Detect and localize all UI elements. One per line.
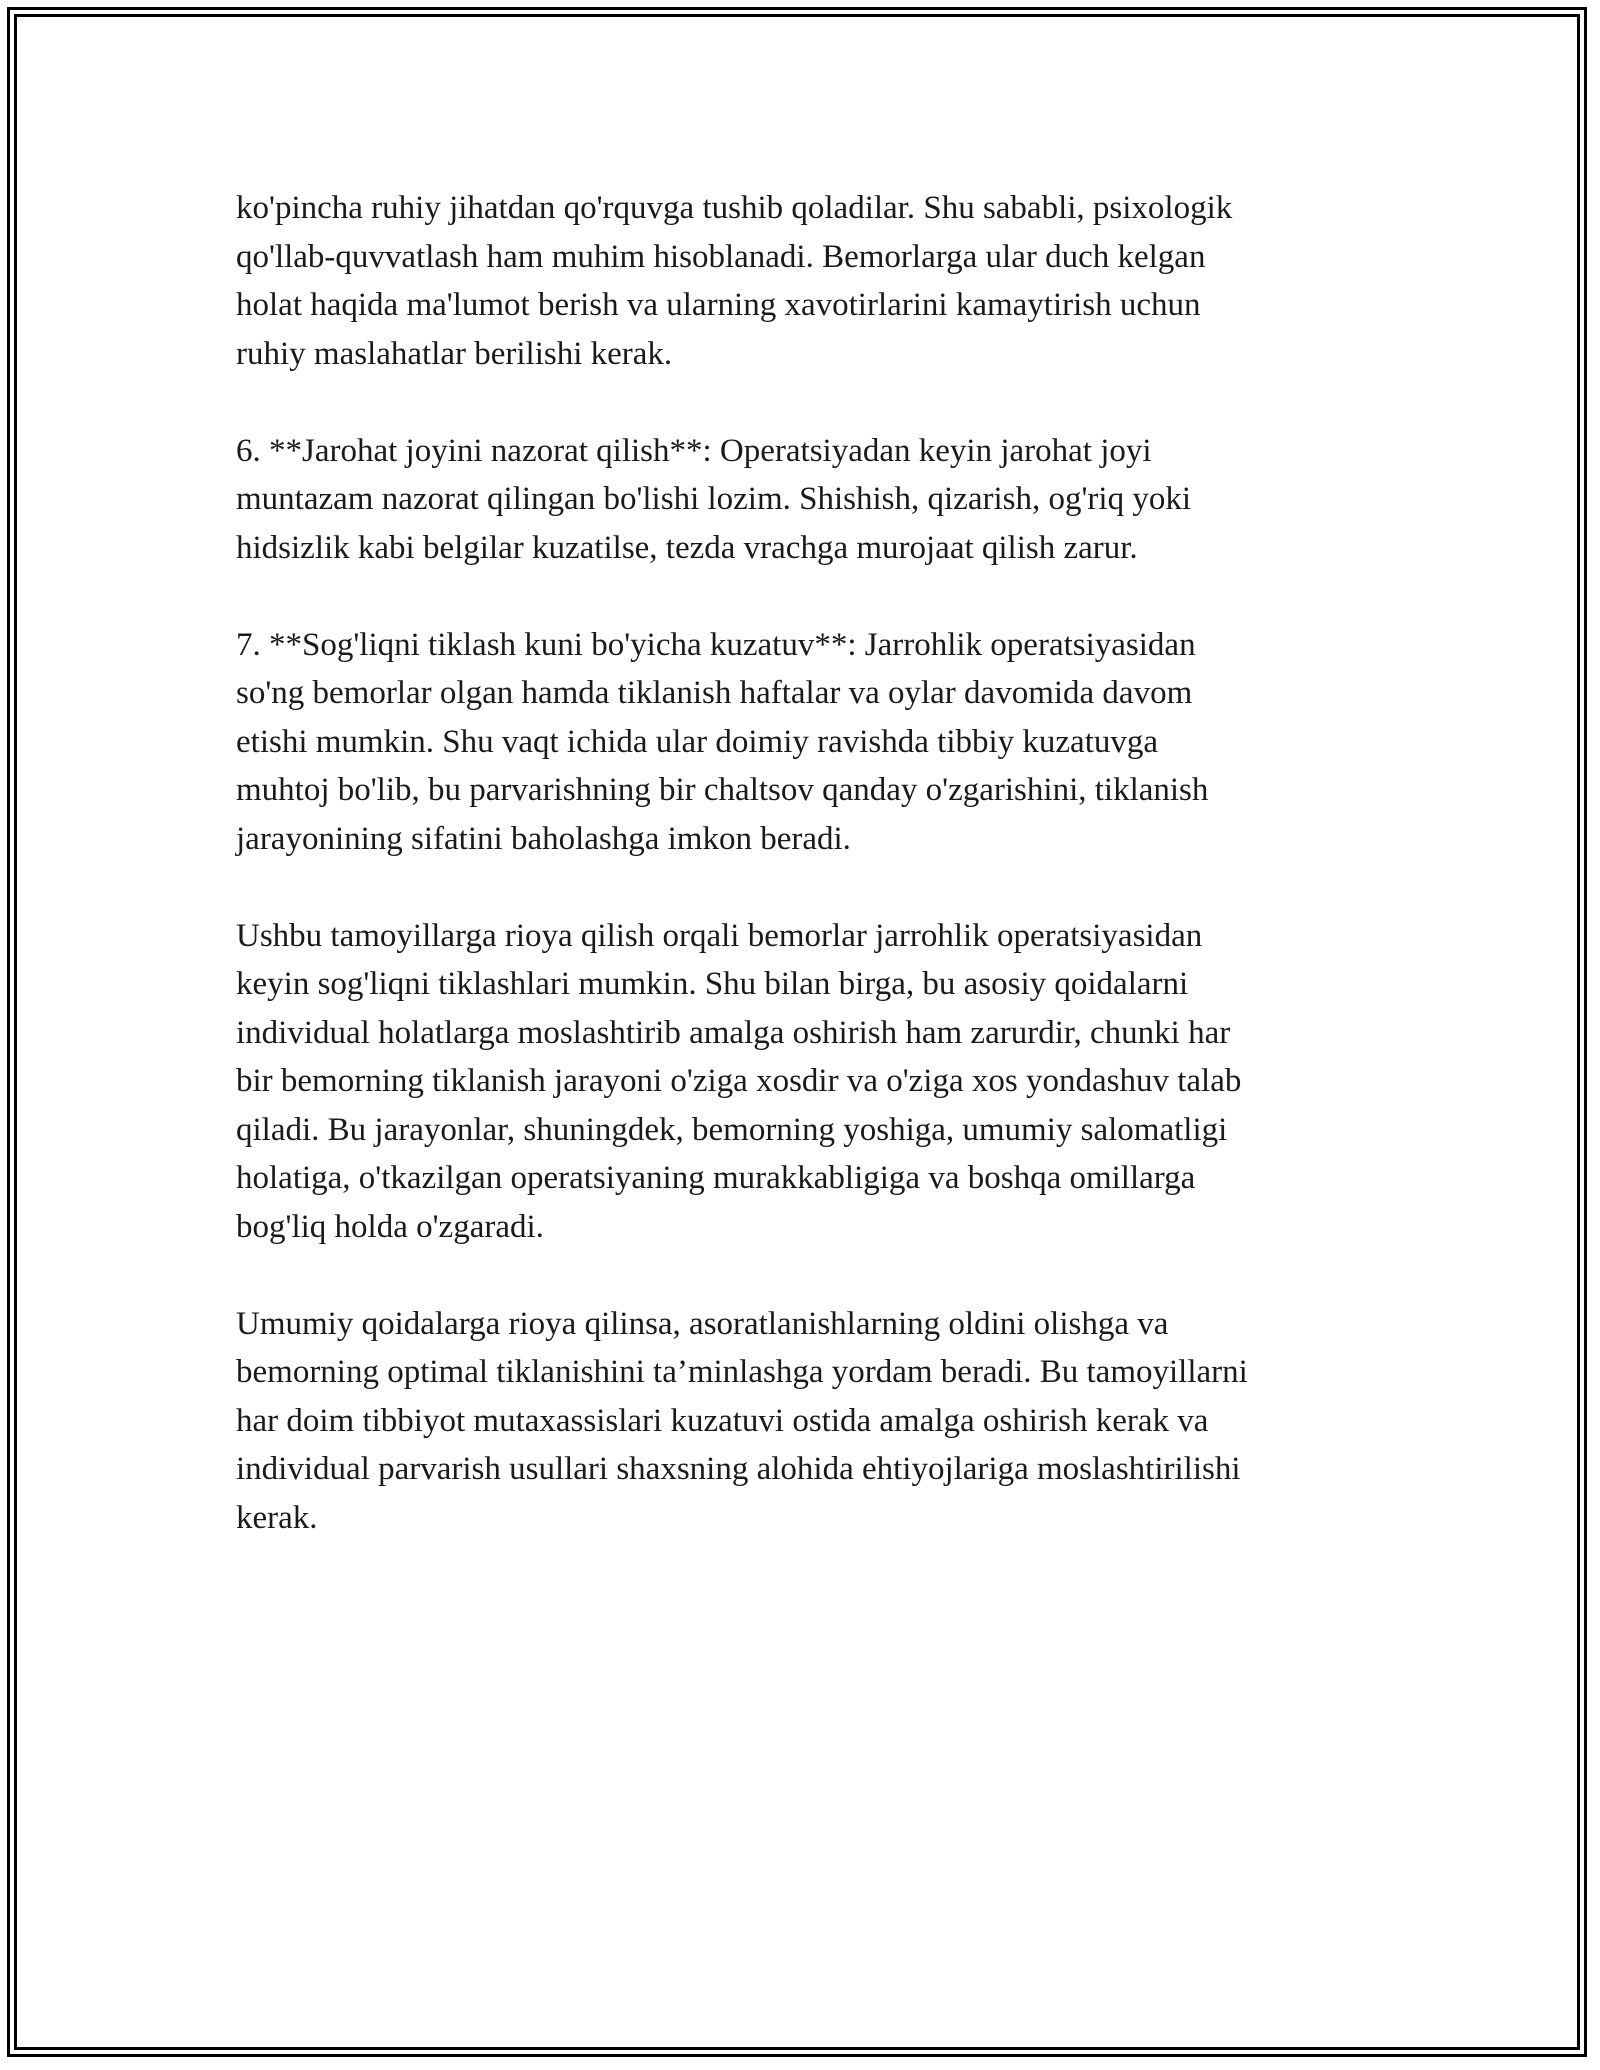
text-line: bemorning optimal tiklanishini ta’minlashga yordam beradi. Bu tamoyillarni — [236, 1354, 1248, 1390]
paragraph-recovery-follow-up — [236, 621, 1376, 864]
paragraph-conclusion — [236, 1300, 1376, 1543]
text-line: kerak. — [236, 1499, 318, 1536]
text-line: bir bemorning tiklanish jarayoni o'ziga xosdir va o'ziga xos yondashuv talab — [236, 1063, 1242, 1099]
text-line: individual parvarish usullari shaxsning alohida ehtiyojlariga moslashtirilishi — [236, 1451, 1241, 1487]
text-line: 7. **Sog'liqni tiklash kuni bo'yicha kuzatuv**: Jarrohlik operatsiyasidan — [236, 626, 1196, 663]
text-line: qiladi. Bu jarayonlar, shuningdek, bemorning yoshiga, umumiy salomatligi — [236, 1111, 1228, 1148]
document-body — [236, 184, 1376, 1591]
text-line: Ushbu tamoyillarga rioya qilish orqali bemorlar jarrohlik operatsiyasidan — [236, 917, 1203, 954]
text-line: ko'pincha ruhiy jihatdan qo'rquvga tushib qoladilar. Shu sababli, psixologik — [236, 190, 1233, 226]
text-line: qo'llab-quvvatlash ham muhim hisoblanadi. Bemorlarga ular duch kelgan — [236, 238, 1206, 275]
paragraph-wound-monitoring — [236, 427, 1376, 573]
text-line: bog'liq holda o'zgaradi. — [236, 1208, 544, 1245]
text-line: etishi mumkin. Shu vaqt ichida ular doimiy ravishda tibbiy kuzatuvga — [236, 723, 1159, 760]
text-line: jarayonining sifatini baholashga imkon beradi. — [236, 820, 851, 857]
paragraph-principles — [236, 912, 1376, 1252]
text-line: individual holatlarga moslashtirib amalga oshirish ham zarurdir, chunki har — [236, 1014, 1231, 1051]
text-line: hidsizlik kabi belgilar kuzatilse, tezda vrachga murojaat qilish zarur. — [236, 529, 1138, 566]
text-line: har doim tibbiyot mutaxassislari kuzatuvi ostida amalga oshirish kerak va — [236, 1402, 1209, 1439]
paragraph-psychological-support — [236, 184, 1376, 378]
text-line: keyin sog'liqni tiklashlari mumkin. Shu bilan birga, bu asosiy qoidalarni — [236, 966, 1189, 1002]
text-line: 6. **Jarohat joyini nazorat qilish**: Operatsiyadan keyin jarohat joyi — [236, 432, 1152, 469]
text-line: so'ng bemorlar olgan hamda tiklanish haftalar va oylar davomida davom — [236, 675, 1193, 711]
text-line: holatiga, o'tkazilgan operatsiyaning murakkabligiga va boshqa omillarga — [236, 1160, 1196, 1196]
text-line: muntazam nazorat qilingan bo'lishi lozim. Shishish, qizarish, og'riq yoki — [236, 481, 1192, 517]
text-line: muhtoj bo'lib, bu parvarishning bir chaltsov qanday o'zgarishini, tiklanish — [236, 772, 1209, 808]
text-line: Umumiy qoidalarga rioya qilinsa, asoratlanishlarning oldini olishga va — [236, 1305, 1169, 1342]
text-line: ruhiy maslahatlar berilishi kerak. — [236, 335, 673, 372]
text-line: holat haqida ma'lumot berish va ularning xavotirlarini kamaytirish uchun — [236, 287, 1201, 323]
